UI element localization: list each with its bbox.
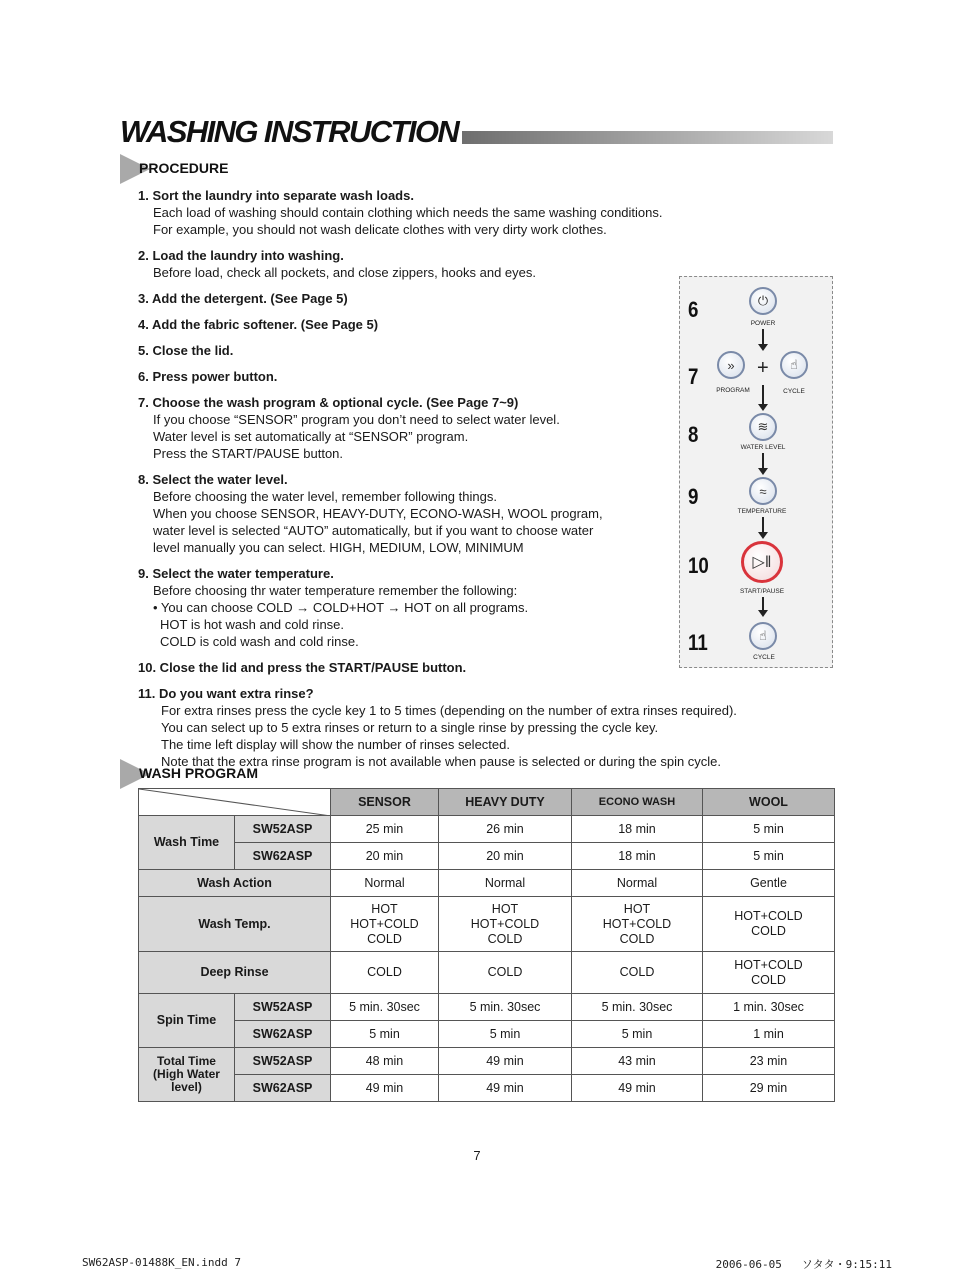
row-label: Wash Temp. (139, 897, 331, 952)
cell-line: COLD (751, 972, 786, 987)
table-cell (331, 897, 439, 952)
program-label: PROGRAM (716, 387, 750, 394)
table-cell (703, 897, 835, 952)
model-label: SW62ASP (235, 1021, 331, 1048)
cycle-label: CYCLE (783, 388, 805, 395)
panel-step-number: 9 (688, 484, 699, 509)
cell-line: HOT+COLD (734, 909, 803, 923)
model-label: SW52ASP (235, 816, 331, 843)
table-row (139, 870, 835, 897)
model-label: SW62ASP (235, 843, 331, 870)
step-line: When you choose SENSOR, HEAVY-DUTY, ECONO-WASH, WOOL program, (153, 506, 603, 521)
arrow-down-icon (762, 453, 764, 469)
row-label: Wash Action (139, 870, 331, 897)
step-line: Before load, check all pockets, and close zippers, hooks and eyes. (153, 265, 536, 280)
cycle-hand-icon: ☝ (749, 622, 777, 650)
temperature-icon: ≈ (749, 477, 777, 505)
model-label: SW52ASP (235, 1048, 331, 1075)
start-pause-label: START/PAUSE (739, 588, 785, 595)
step-line: For example, you should not wash delicate clothes with very dirty work clothes. (153, 222, 607, 237)
step-title: 9. Select the water temperature. (138, 566, 334, 581)
table-row (139, 897, 835, 952)
row-label: Wash Time (139, 816, 235, 870)
step-title: 2. Load the laundry into washing. (138, 248, 344, 263)
row-label-line: (High Water (153, 1067, 220, 1081)
table-row (139, 843, 835, 870)
wash-program-table (138, 788, 835, 1102)
footer-file-info: SW62ASP-01488K_EN.indd 7 (82, 1256, 241, 1269)
procedure-heading: PROCEDURE (139, 160, 229, 176)
cell-line: COLD (751, 924, 786, 938)
program-icon: » (717, 351, 745, 379)
table-cell: 18 min (572, 843, 703, 870)
step-line: Before choosing thr water temperature remember the following: (153, 583, 518, 598)
cell-line: COLD (619, 931, 655, 946)
cell-line: COLD (367, 931, 402, 946)
table-cell: 48 min (331, 1048, 439, 1075)
row-label-line: Total Time (157, 1054, 216, 1068)
cell-line: HOT+COLD (470, 916, 540, 931)
table-cell: COLD (572, 952, 703, 994)
power-label: POWER (750, 320, 776, 327)
step-title: 10. Close the lid and press the START/PAUSE button. (138, 660, 467, 675)
table-cell: 5 min. 30sec (331, 994, 439, 1021)
table-cell: Normal (331, 870, 439, 897)
table-cell: 5 min. 30sec (572, 994, 703, 1021)
step-line: Water level is set automatically at “SENSOR” program. (153, 429, 469, 444)
cell-line: HOT+COLD (734, 957, 803, 972)
table-cell: 49 min (439, 1075, 572, 1102)
table-cell: 49 min (572, 1075, 703, 1102)
step-11 (138, 685, 788, 770)
power-icon: ⏻ (749, 287, 777, 315)
table-row (139, 1021, 835, 1048)
table-cell: 5 min (439, 1021, 572, 1048)
table-cell: Normal (439, 870, 572, 897)
table-row (139, 816, 835, 843)
step-1 (138, 187, 788, 238)
panel-step-number: 7 (688, 364, 699, 389)
column-header: HEAVY DUTY (439, 789, 572, 816)
table-cell: Gentle (703, 870, 835, 897)
panel-step-number: 6 (688, 297, 699, 322)
cycle-hand-icon: ☝ (780, 351, 808, 379)
step-title: 8. Select the water level. (138, 472, 288, 487)
wash-program-heading: WASH PROGRAM (139, 765, 258, 781)
step-line: Before choosing the water level, remember following things. (153, 489, 497, 504)
step-line: COLD is cold wash and cold rinse. (160, 634, 359, 649)
table-cell: 20 min (439, 843, 572, 870)
step-line: • You can choose COLD → COLD+HOT → HOT on all programs. (153, 600, 529, 615)
table-row (139, 994, 835, 1021)
step-title: 5. Close the lid. (138, 343, 234, 358)
model-label: SW62ASP (235, 1075, 331, 1102)
step-line: You can select up to 5 extra rinses or return to a single rinse by pressing the cycle key. (161, 720, 659, 735)
table-cell: 5 min (703, 843, 835, 870)
step-line: Each load of washing should contain clothing which needs the same washing conditions. (153, 205, 663, 220)
table-cell: 43 min (572, 1048, 703, 1075)
row-label: Deep Rinse (139, 952, 331, 994)
column-header: SENSOR (331, 789, 439, 816)
step-title: 7. Choose the wash program & optional cycle. (See Page 7~9) (138, 395, 519, 410)
cell-line: HOT (491, 901, 519, 916)
title-bar-decoration (462, 131, 833, 144)
panel-step-number: 8 (688, 422, 699, 447)
row-label: Spin Time (139, 994, 235, 1048)
table-row (139, 1048, 835, 1075)
table-cell: 1 min. 30sec (703, 994, 835, 1021)
cell-line: HOT (371, 901, 398, 916)
start-pause-icon: ▷‖ (741, 541, 783, 583)
table-row (139, 952, 835, 994)
table-cell (572, 897, 703, 952)
step-line: water level is selected “AUTO” automatically, but if you want to choose water (153, 523, 594, 538)
arrow-down-icon (762, 385, 764, 405)
table-cell: 29 min (703, 1075, 835, 1102)
table-cell: 49 min (439, 1048, 572, 1075)
step-line: Note that the extra rinse program is not available when pause is selected or during the spin cycle. (161, 754, 722, 769)
step-title: 4. Add the fabric softener. (See Page 5) (138, 317, 379, 332)
step-title: 1. Sort the laundry into separate wash loads. (138, 188, 414, 203)
table-row (139, 1075, 835, 1102)
table-cell: 5 min (572, 1021, 703, 1048)
cell-line: HOT+COLD (350, 916, 419, 931)
column-header: ECONO WASH (572, 789, 703, 816)
step-line: HOT is hot wash and cold rinse. (160, 617, 345, 632)
step-line: If you choose “SENSOR” program you don’t need to select water level. (153, 412, 560, 427)
cell-line: HOT+COLD (602, 916, 672, 931)
page-title: WASHING INSTRUCTION (120, 114, 459, 149)
table-cell: 26 min (439, 816, 572, 843)
arrow-down-icon (762, 329, 764, 345)
table-cell: Normal (572, 870, 703, 897)
arrow-down-icon (762, 517, 764, 533)
panel-step-number: 11 (688, 630, 708, 655)
table-cell: 5 min. 30sec (439, 994, 572, 1021)
water-level-icon: ≋ (749, 413, 777, 441)
step-title: 11. Do you want extra rinse? (138, 686, 314, 701)
table-cell (439, 897, 572, 952)
table-cell: 5 min (331, 1021, 439, 1048)
table-cell: COLD (439, 952, 572, 994)
table-cell (703, 952, 835, 994)
cell-line: COLD (487, 931, 523, 946)
table-cell: 49 min (331, 1075, 439, 1102)
table-cell: 5 min (703, 816, 835, 843)
step-title: 6. Press power button. (138, 369, 278, 384)
header-corner-cell (139, 789, 331, 816)
table-cell: 25 min (331, 816, 439, 843)
table-cell: 20 min (331, 843, 439, 870)
panel-step-number: 10 (688, 553, 709, 578)
control-panel-illustration (679, 276, 833, 668)
column-header: WOOL (703, 789, 835, 816)
page-number: 7 (473, 1148, 481, 1163)
table-cell: COLD (331, 952, 439, 994)
cell-line: HOT (623, 901, 651, 916)
plus-icon: + (757, 357, 769, 379)
water-level-label: WATER LEVEL (740, 444, 786, 451)
step-line: Press the START/PAUSE button. (153, 446, 344, 461)
diagonal-line (139, 789, 331, 816)
arrow-down-icon (762, 597, 764, 611)
table-cell: 18 min (572, 816, 703, 843)
cycle-label: CYCLE (753, 654, 775, 661)
step-line: The time left display will show the number of rinses selected. (161, 737, 510, 752)
footer-timestamp: 2006-06-05 ソタタ・9:15:11 (715, 1258, 892, 1271)
model-label: SW52ASP (235, 994, 331, 1021)
step-line: level manually you can select. HIGH, MEDIUM, LOW, MINIMUM (153, 540, 524, 555)
row-label-line: level) (171, 1080, 202, 1094)
table-cell: 1 min (703, 1021, 835, 1048)
row-label (139, 1048, 235, 1102)
step-line: For extra rinses press the cycle key 1 to 5 times (depending on the number of extra rinses required). (161, 703, 737, 718)
step-title: 3. Add the detergent. (See Page 5) (138, 291, 348, 306)
temperature-label: TEMPERATURE (737, 508, 787, 515)
table-cell: 23 min (703, 1048, 835, 1075)
table-header-row (139, 789, 835, 816)
